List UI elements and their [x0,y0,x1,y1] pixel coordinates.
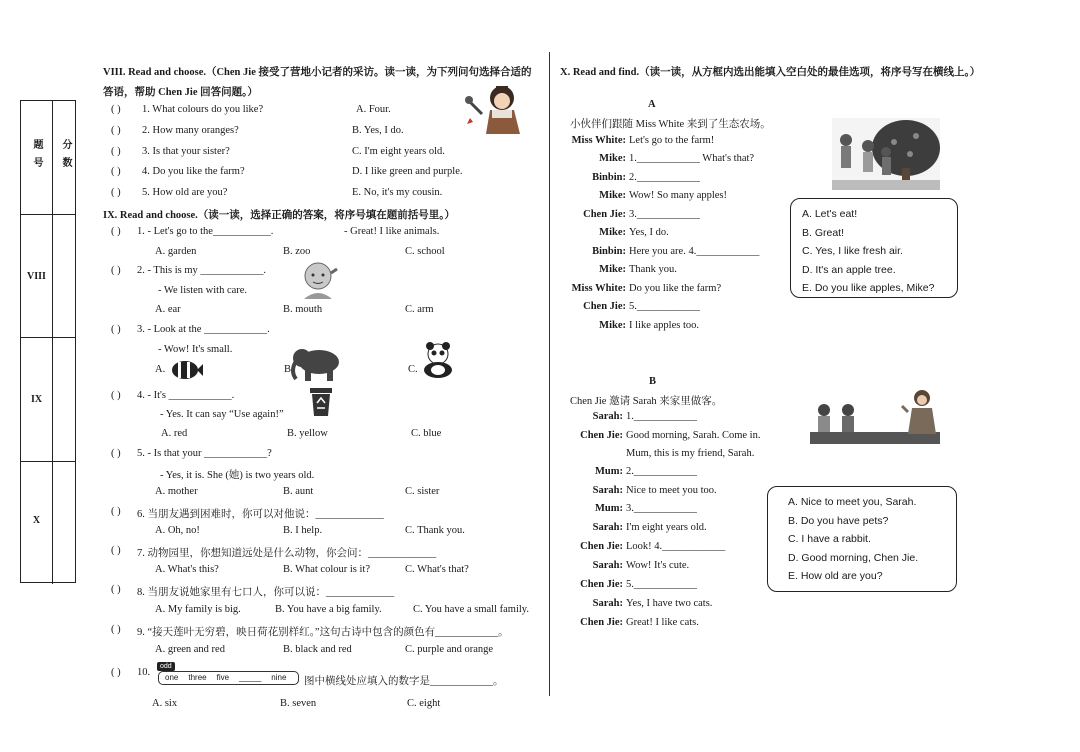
reporter-girl-illustration [462,80,524,134]
line-text: I like apples too. [629,320,699,331]
speaker: Miss White: [571,283,626,294]
option-b: B. Do you have pets? [788,514,889,527]
s9-q8-option-c: C. You have a small family. [413,604,529,615]
s8-question-1: 1. What colours do you like? [142,104,264,115]
s9-q7-option-a: A. What's this? [155,564,219,575]
speaker: Chen Jie: [580,430,623,441]
s8-answer-a: A. Four. [356,104,391,115]
option-a: A. Let's eat! [802,208,858,220]
s8-question-4: 4. Do you like the farm? [142,166,245,177]
s9-q1-option-c: C. school [405,246,445,257]
speaker: Mike: [599,320,626,331]
s9-q5-option-b: B. aunt [283,486,314,497]
s9-q2-option-c: C. arm [405,304,434,315]
speaker: Sarah: [592,411,623,422]
line-text: Yes, I have two cats. [626,598,713,609]
recycle-bin-icon [308,386,334,416]
s9-q3-option-b: B. [284,364,294,375]
answer-paren[interactable]: ( ) [111,624,121,635]
speaker: Chen Jie: [583,301,626,312]
s9-q3-prompt: 3. - Look at the ____________. [137,324,270,335]
line-text: Do you like the farm? [629,283,722,294]
speaker: Sarah: [592,560,623,571]
part-b-options-box [767,486,957,592]
speaker: Mum: [595,466,623,477]
answer-paren[interactable]: ( ) [111,324,121,335]
answer-paren[interactable]: ( ) [111,448,121,459]
line-text: Nice to meet you too. [626,485,717,496]
s8-question-5: 5. How old are you? [142,187,228,198]
s9-q2-response: - We listen with care. [158,285,248,296]
answer-paren[interactable]: ( ) [111,187,121,198]
answer-paren[interactable]: ( ) [111,545,121,556]
option-e: E. Do you like apples, Mike? [802,282,935,294]
s9-q9-option-b: B. black and red [283,644,352,655]
speaker: Mike: [599,153,626,164]
option-c: C. I have a rabbit. [788,533,871,545]
s9-q1-option-b: B. zoo [283,246,311,257]
score-header-score: 分数 [60,139,71,175]
s9-q8-option-b: B. You have a big family. [275,604,382,615]
option-d: D. Good morning, Chen Jie. [788,551,919,564]
option-d: D. It's an apple tree. [802,263,896,276]
line-text: Wow! It's cute. [626,560,690,571]
line-text: Thank you. [629,264,677,275]
s9-q9-prompt: 9. “接天莲叶无穷碧，映日荷花别样红。”这句古诗中包含的颜色有____________。 [137,627,509,638]
line-text: Mum, this is my friend, Sarah. [626,448,755,459]
speaker: Mike: [599,227,626,238]
speaker: Chen Jie: [583,209,626,220]
s9-q9-option-c: C. purple and orange [405,644,494,655]
score-row-viii: VIII [27,271,46,282]
s9-q2-option-a: A. ear [155,304,181,315]
s9-q9-option-a: A. green and red [155,644,225,655]
speaker: Mike: [599,264,626,275]
clownfish-icon [169,358,203,382]
s9-q8-option-a: A. My family is big. [155,604,241,615]
s9-q4-option-a: A. red [161,428,188,439]
seq-item: nine [271,673,287,682]
panda-icon [418,340,460,378]
line-text: 3.____________ [626,503,697,514]
speaker: Miss White: [571,135,626,146]
line-text: 5.____________ [626,579,697,590]
s9-q10-option-b: B. seven [280,698,317,709]
seq-item: one [165,673,179,682]
line-text: Great! I like cats. [626,617,699,628]
s8-answer-c: C. I'm eight years old. [352,146,445,157]
s9-q10-option-c: C. eight [407,698,441,709]
s8-answer-e: E. No, it's my cousin. [352,187,443,198]
part-b-label: B [649,376,657,387]
s8-answer-b: B. Yes, I do. [352,125,404,136]
part-b-intro: Chen Jie 邀请 Sarah 来家里做客。 [570,396,723,407]
s9-q6-option-c: C. Thank you. [405,525,465,536]
s9-q5-option-c: C. sister [405,486,440,497]
line-text: Yes, I do. [629,227,669,238]
s9-q6-option-a: A. Oh, no! [155,525,200,536]
s9-q3-option-c: C. [408,364,418,375]
section8-title-cont: 答语，帮助 Chen Jie 回答问题。） [103,87,258,98]
odd-tag: odd [157,662,175,671]
part-a-label: A [648,99,656,110]
speaker: Binbin: [592,172,626,183]
option-a: A. Nice to meet you, Sarah. [788,496,917,508]
s9-q2-prompt: 2. - This is my ____________. [137,265,267,276]
section9-title: IX. Read and choose.（读一读，选择正确的答案，将序号填在题前括号里。） [103,210,456,221]
part-a-intro: 小伙伴们跟随 Miss White 来到了生态农场。 [570,119,771,130]
score-header-number: 题号 [31,139,42,175]
s9-q4-response: - Yes. It can say “Use again!” [160,409,284,420]
s9-q7-option-c: C. What's that? [405,564,469,575]
home-visit-illustration [810,388,940,444]
answer-paren[interactable]: ( ) [111,146,121,157]
answer-paren[interactable]: ( ) [111,390,121,401]
line-text: 2.____________ [626,466,697,477]
apple-tree-farm-illustration [832,118,940,190]
line-text: 1.____________ [626,411,697,422]
line-text: Good morning, Sarah. Come in. [626,430,761,441]
line-text: 2.____________ [629,172,700,183]
speaker: Sarah: [592,485,623,496]
s9-q5-prompt: 5. - Is that your ____________? [137,448,272,459]
seq-blank: _____ [239,673,262,682]
s9-q7-option-b: B. What colour is it? [283,564,370,575]
s9-q10-number: 10. [137,667,151,678]
answer-paren[interactable]: ( ) [111,166,121,177]
column-divider [549,52,550,696]
speaker: Chen Jie: [580,541,623,552]
option-b: B. Great! [802,226,845,239]
speaker: Chen Jie: [580,579,623,590]
answer-paren[interactable]: ( ) [111,104,121,115]
part-a-options-box [790,198,958,298]
line-text: Here you are. 4.____________ [629,246,760,257]
speaker: Mum: [595,503,623,514]
number-sequence-box [158,671,299,685]
score-table [20,100,76,583]
speaker: Binbin: [592,246,626,257]
s9-q1-response: - Great! I like animals. [344,226,440,237]
speaker: Chen Jie: [580,617,623,628]
speaker: Mike: [599,190,626,201]
elephant-icon [289,345,345,381]
seq-item: three [188,673,207,682]
s8-question-2: 2. How many oranges? [142,125,239,136]
s8-answer-d: D. I like green and purple. [352,166,463,177]
s9-q1-prompt: 1. - Let's go to the___________. [137,226,274,237]
s9-q5-option-a: A. mother [155,486,198,497]
option-c: C. Yes, I like fresh air. [802,245,903,257]
s9-q4-prompt: 4. - It's ____________. [137,390,235,401]
s9-q1-option-a: A. garden [155,246,197,257]
section8-title: VIII. Read and choose.（Chen Jie 接受了营地小记者的采访。读一读，为下列问句选择合适的 [103,67,532,78]
answer-paren[interactable]: ( ) [111,667,121,678]
s9-q4-option-c: C. blue [411,428,442,439]
s9-q2-option-b: B. mouth [283,304,323,315]
ear-pointing-boy-icon [298,259,338,299]
score-row-x: X [32,515,41,526]
answer-paren[interactable]: ( ) [111,506,121,517]
line-text: 5.____________ [629,301,700,312]
line-text: 1.____________ What's that? [629,153,755,164]
s9-q10-prompt: 图中横线处应填入的数字是____________。 [304,676,504,687]
answer-paren[interactable]: ( ) [111,584,121,595]
speaker: Sarah: [592,522,623,533]
line-text: Wow! So many apples! [629,190,728,201]
line-text: Look! 4.____________ [626,541,726,552]
answer-paren[interactable]: ( ) [111,265,121,276]
s9-q4-option-b: B. yellow [287,428,328,439]
s9-q7-prompt: 7. 动物园里，你想知道远处是什么动物，你会问：_____________ [137,548,437,559]
s9-q5-response: - Yes, it is. She (她) is two years old. [160,470,315,481]
answer-paren[interactable]: ( ) [111,226,121,237]
s8-question-3: 3. Is that your sister? [142,146,230,157]
score-row-ix: IX [30,394,43,405]
seq-item: five [216,673,230,682]
s9-q8-prompt: 8. 当朋友说她家里有七口人，你可以说：_____________ [137,587,395,598]
answer-paren[interactable]: ( ) [111,125,121,136]
s9-q6-option-b: B. I help. [283,525,323,536]
line-text: Let's go to the farm! [629,135,715,146]
s9-q10-option-a: A. six [152,698,178,709]
option-e: E. How old are you? [788,570,883,582]
section10-title: X. Read and find.（读一读，从方框内选出能填入空白处的最佳选项，将序号写在横线上。） [560,67,981,78]
s9-q3-option-a: A. [155,364,166,375]
s9-q6-prompt: 6. 当朋友遇到困难时，你可以对他说：_____________ [137,509,384,520]
s9-q3-response: - Wow! It's small. [158,344,233,355]
speaker: Sarah: [592,598,623,609]
line-text: I'm eight years old. [626,522,707,533]
line-text: 3.____________ [629,209,700,220]
